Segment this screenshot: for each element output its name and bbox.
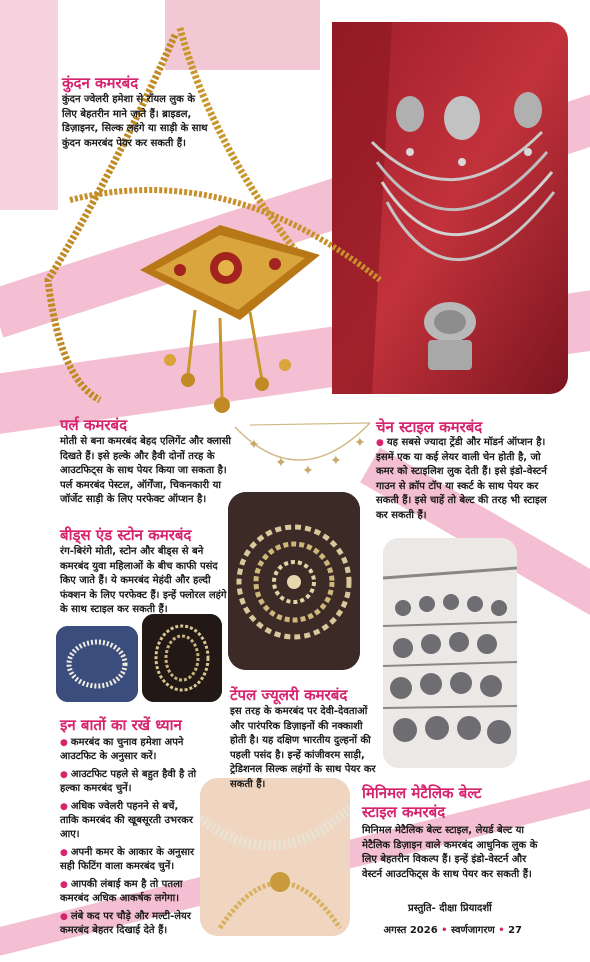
bullet-icon: ● <box>60 880 68 890</box>
credit-line: प्रस्तुति- दीक्षा प्रियादर्शी <box>408 903 492 914</box>
footer-sep: • <box>441 925 448 936</box>
bullet-icon: ● <box>60 802 68 812</box>
bullet-icon: ● <box>60 738 68 748</box>
svg-text:✦: ✦ <box>330 453 342 469</box>
tips-list <box>60 736 200 942</box>
temple-kamarband-photo <box>228 492 360 670</box>
tip-item: ● आपकी लंबाई कम है तो पतला कमरबंद अधिक आकर्षक लगेगा। <box>60 879 183 904</box>
chain-body <box>376 436 556 523</box>
bullet-icon: ● <box>60 770 68 780</box>
pearl-chain-photo <box>230 415 375 490</box>
tip-item: ● कमरबंद का चुनाव हमेशा अपने आउटफिट के अनुसार करें। <box>60 737 184 762</box>
footer-magazine: स्वर्णजागरण <box>451 925 495 936</box>
tip-item: ● अधिक ज्वेलरी पहनने से बचें, ताकि कमरबंद की खूबसूरती उभरकर आए। <box>60 801 193 840</box>
tip-item: ● लंबे कद पर चौड़े और मल्टी-लेयर कमरबंद बेहतर दिखाई देते हैं। <box>60 911 191 936</box>
chain-heading: चेन स्टाइल कमरबंद <box>376 418 483 436</box>
svg-text:✦: ✦ <box>248 437 260 453</box>
chain-body-text: यह सबसे ज्यादा ट्रेंडी और मॉडर्न ऑप्शन है। इसमें एक या कई लेयर वाली चेन होती है, जो कमर को स्टाइलिश लुक देती हैं। इसे इंडो-वेस्टर्न गाउन से क्रॉप टॉप या स्कर्ट के साथ पेयर कर सकती हैं। इसे चाहें तो बेल्ट की तरह भी स्टाइल कर सकती हैं। <box>376 437 547 521</box>
svg-text:✦: ✦ <box>275 455 287 471</box>
kundan-body: कुंदन ज्वेलरी हमेशा से रॉयल लुक के लिए बेहतरीन माने जाते हैं। ब्राइडल, डिज़ाइनर, सिल्क लहंगे या साड़ी के साथ कुंदन कमरबंद पेयर कर सकती हैं। <box>62 94 208 149</box>
footer-sep-2: • <box>498 925 505 936</box>
pearl-kamarband-photo <box>56 626 138 702</box>
bullet-icon: ● <box>376 438 384 448</box>
svg-text:✦: ✦ <box>354 435 366 451</box>
minimal-heading-line1: मिनिमल मेटैलिक बेल्ट <box>362 784 482 802</box>
pearl-body: मोती से बना कमरबंद बेहद एलिगेंट और क्लासी दिखते हैं। इसे हल्के और हैवी दोनों तरह के आउटफिट्स के साथ पेयर किया जा सकता है। पर्ल कमरबंद पेस्टल, ऑर्गेंजा, चिकनकारी या जॉर्जेट साड़ी के लिए परफेक्ट ऑप्शन है। <box>60 436 231 505</box>
bullet-icon: ● <box>60 912 68 922</box>
beads-kamarband-photo <box>142 614 222 702</box>
beads-heading: बीड्स एंड स्टोन कमरबंद <box>60 526 192 544</box>
footer-month: अगस्त 2026 <box>383 925 438 936</box>
page-number: 27 <box>508 925 522 936</box>
tips-heading: इन बातों का रखें ध्यान <box>60 716 182 734</box>
minimal-body: मिनिमल मेटैलिक बेल्ट स्टाइल, लेयर्ड बेल्ट या मेटैलिक डिज़ाइन वाले कमरबंद आधुनिक लुक के लिए बेहतरीन विकल्प हैं। इन्हें इंडो-वेस्टर्न और वेस्टर्न आउटफिट्स के साथ पेयर कर सकती हैं। <box>362 825 538 880</box>
kundan-heading: कुंदन कमरबंद <box>62 74 139 92</box>
tip-item: ● आउटफिट पहले से बहुत हैवी है तो हल्का कमरबंद चुनें। <box>60 769 197 794</box>
temple-heading: टेंपल ज्यूलरी कमरबंद <box>230 686 348 704</box>
svg-text:✦: ✦ <box>302 463 314 479</box>
tip-item: ● अपनी कमर के आकार के अनुसार सही फिटिंग वाला कमरबंद चुनें। <box>60 847 195 872</box>
minimal-heading-line2: स्टाइल कमरबंद <box>362 803 446 821</box>
metallic-belt-photo <box>383 538 517 768</box>
page-footer <box>384 922 523 936</box>
pearl-gold-kamarband-photo <box>200 778 350 936</box>
pearl-heading: पर्ल कमरबंद <box>60 416 128 434</box>
beads-body: रंग-बिरंगे मोती, स्टोन और बीड्स से बने कमरबंद युवा महिलाओं के बीच काफी पसंद किए जाते हैं। ये कमरबंद मेहंदी और हल्दी फंक्शन के लिए परफेक्ट हैं। इन्हें फ्लोरल लहंगे के साथ स्टाइल कर सकती हैं। <box>60 546 227 615</box>
bullet-icon: ● <box>60 848 68 858</box>
temple-body: इस तरह के कमरबंद पर देवी-देवताओं और पारंपरिक डिज़ाइनों की नक्काशी होती है। यह दक्षिण भारतीय दुल्हनों की पहली पसंद है। इन्हें कांजीवरम साड़ी, ट्रेडिशनल सिल्क लहंगों के साथ पेयर कर सकती हैं। <box>230 706 376 790</box>
